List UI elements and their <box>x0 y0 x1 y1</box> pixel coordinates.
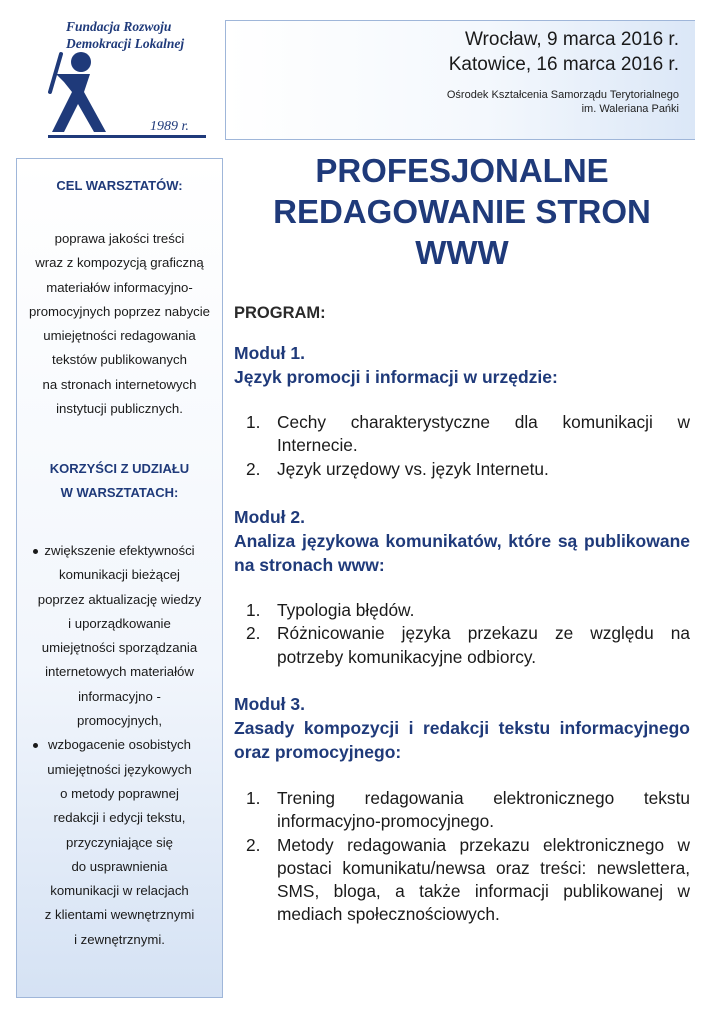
list-item: 1. Trening redagowania elektronicznego tekstu informacyjno-promocyjnego. <box>246 788 690 832</box>
list-item: zwiększenie efektywności komunikacji bieżącej poprzez aktualizację wiedzy i uporządkowanie umiejętności sporządzania internetowych materiałów informacyjno - promocyjnych, <box>17 539 222 733</box>
module-1-list <box>246 411 690 481</box>
list-item: 1. Cechy charakterystyczne dla komunikacji w Internecie. <box>246 412 690 456</box>
sidebar-box <box>16 158 223 998</box>
page-title: PROFESJONALNE REDAGOWANIE STRON WWW <box>273 152 651 271</box>
goal-heading: CEL WARSZTATÓW: <box>56 178 183 193</box>
event-date-katowice: Katowice, 16 marca 2016 r. <box>448 54 679 75</box>
logo-name: Fundacja Rozwoju Demokracji Lokalnej <box>66 19 185 51</box>
event-header-box <box>225 20 695 140</box>
person-with-stick-icon <box>48 50 118 134</box>
benefits-heading: KORZYŚCI Z UDZIAŁU W WARSZTATACH: <box>49 461 190 500</box>
list-item: 2. Metody redagowania przekazu elektronicznego w postaci komunikatu/newsa oraz treści: newslettera, SMS, bloga, a także informacji publikowanej w mediach społecznościowych. <box>246 834 690 925</box>
module-2-heading: Moduł 2. Analiza językowa komunikatów, które są publikowane na stronach www: <box>234 507 690 575</box>
venue-line-2: im. Waleriana Pańki <box>581 103 679 115</box>
foundation-logo <box>40 10 212 142</box>
module-3-list <box>246 787 690 927</box>
program-label: PROGRAM: <box>234 304 326 322</box>
list-item: 1. Typologia błędów. <box>246 600 415 620</box>
list-item: wzbogacenie osobistych umiejętności językowych o metody poprawnej redakcji i edycji tekstu, przyczyniające się do usprawnienia komunikacji w relacjach z klientami wewnętrznymi i zewnętrznymi. <box>17 733 222 952</box>
module-2-list <box>246 599 690 669</box>
list-item: 2. Język urzędowy vs. język Internetu. <box>246 458 549 479</box>
logo-underline <box>48 135 206 138</box>
module-1-heading: Moduł 1. Język promocji i informacji w urzędzie: <box>234 343 558 387</box>
benefits-list <box>17 539 222 952</box>
goal-text: poprawa jakości treści wraz z kompozycją graficzną materiałów informacyjno- promocyjnych poprzez nabycie umiejętności redagowania tekstów publikowanych na stronach internetowych instytucji publicznych. <box>28 231 211 417</box>
venue-line-1: Ośrodek Kształcenia Samorządu Terytorialnego <box>446 89 679 101</box>
event-date-wroclaw: Wrocław, 9 marca 2016 r. <box>464 29 679 50</box>
logo-year: 1989 r. <box>150 119 189 134</box>
module-3-heading: Moduł 3. Zasady kompozycji i redakcji tekstu informacyjnego oraz promocyjnego: <box>234 694 690 762</box>
list-item: 2. Różnicowanie języka przekazu ze względu na potrzeby komunikacyjne odbiorcy. <box>246 623 690 667</box>
